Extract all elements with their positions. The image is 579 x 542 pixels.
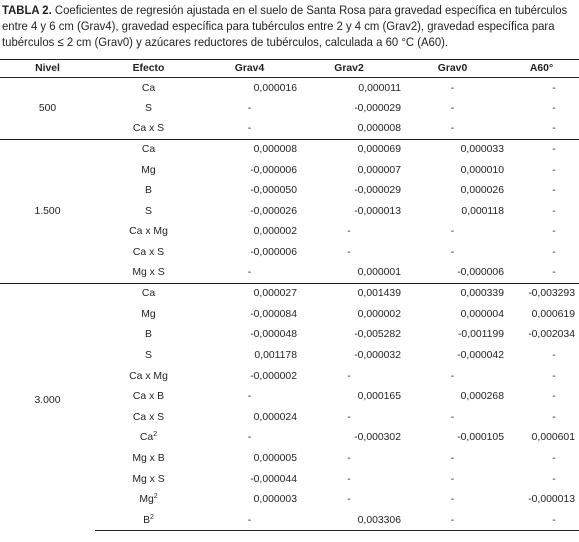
cell-efecto	[95, 139, 202, 160]
cell-grav4: -	[247, 391, 252, 403]
cell-grav2: 0,000001	[357, 267, 401, 279]
efecto-label: Ca	[141, 288, 156, 300]
cell-grav2: -	[347, 370, 351, 382]
cell-grav0: 0,000026	[460, 185, 504, 197]
cell-grav2: 0,000011	[297, 78, 401, 99]
cell-grav0: -0,000042	[457, 350, 504, 362]
cell-grav4: -0,000006	[250, 164, 297, 176]
cell-grav4: -0,000084	[250, 308, 297, 320]
cell-a60: -	[552, 473, 556, 485]
cell-grav4: 0,001178	[254, 350, 297, 362]
header-grav0: Grav0	[401, 60, 504, 78]
cell-grav0: -	[450, 452, 455, 464]
cell-grav0: -	[450, 123, 455, 135]
cell-grav4: -	[247, 267, 252, 279]
efecto-label: Mg	[141, 164, 156, 176]
cell-a60: -	[552, 267, 556, 279]
cell-grav0: -0,001199	[457, 329, 504, 341]
efecto-label: Ca	[141, 82, 156, 94]
header-nivel: Nivel	[0, 60, 95, 78]
efecto-label: S	[145, 102, 152, 114]
efecto-label: Ca x S	[132, 411, 165, 423]
cell-grav0: -	[450, 494, 455, 506]
cell-efecto	[95, 489, 202, 510]
cell-a60: -	[552, 102, 556, 114]
cell-grav0: -	[401, 78, 504, 99]
cell-a60: -	[552, 391, 556, 403]
cell-grav0: -	[450, 226, 455, 238]
cell-grav2: -0,000029	[354, 185, 401, 197]
cell-a60: -	[552, 411, 556, 423]
cell-grav0: 0,000033	[401, 139, 504, 160]
cell-grav4: -0,000050	[250, 185, 297, 197]
caption-label: TABLA 2.	[2, 3, 52, 17]
cell-grav4: -0,000002	[250, 370, 297, 382]
cell-grav4: -	[202, 510, 297, 531]
cell-grav0: 0,000004	[460, 308, 504, 320]
regression-table	[0, 59, 579, 531]
cell-a60: -	[552, 205, 556, 217]
cell-grav2: -0,000302	[354, 432, 401, 444]
cell-efecto	[95, 119, 202, 140]
efecto-label: Ca x S	[132, 123, 165, 135]
cell-a60: -	[504, 139, 579, 160]
cell-grav0: 0,000339	[401, 283, 504, 304]
efecto-label: Ca x B	[132, 391, 165, 403]
cell-grav2: -0,005282	[354, 329, 401, 341]
cell-grav2: 0,000165	[357, 391, 401, 403]
efecto-label: Ca x S	[132, 247, 165, 259]
cell-grav2: -	[347, 452, 351, 464]
efecto-label: Ca	[141, 144, 156, 156]
cell-a60: -	[552, 247, 556, 259]
cell-grav4: 0,000003	[253, 494, 297, 506]
cell-efecto	[95, 180, 202, 201]
cell-grav0: -	[450, 102, 455, 114]
cell-a60: -	[552, 185, 556, 197]
cell-efecto	[95, 325, 202, 346]
cell-efecto	[95, 448, 202, 469]
table-caption	[2, 2, 571, 50]
efecto-label: S	[145, 350, 152, 362]
table-body	[0, 78, 579, 531]
cell-nivel: 500	[0, 78, 95, 140]
cell-grav2: -	[347, 494, 351, 506]
cell-grav2: -0,000013	[354, 205, 401, 217]
header-row	[0, 60, 579, 78]
cell-a60: -0,000013	[528, 494, 575, 506]
cell-efecto	[95, 283, 202, 304]
efecto-label: Ca	[139, 432, 154, 444]
cell-efecto	[95, 469, 202, 490]
cell-efecto	[95, 386, 202, 407]
cell-efecto	[95, 407, 202, 428]
table-row	[0, 139, 579, 160]
header-grav2: Grav2	[297, 60, 401, 78]
efecto-label: Mg x B	[132, 452, 165, 464]
cell-a60: -	[504, 78, 579, 99]
cell-grav4: -	[247, 102, 252, 114]
efecto-label: Ca x Mg	[129, 370, 168, 382]
efecto-label: B	[145, 329, 152, 341]
header-grav4: Grav4	[202, 60, 297, 78]
efecto-superscript: 2	[153, 431, 158, 439]
efecto-label: Mg	[141, 308, 156, 320]
caption-text: Coeficientes de regresión ajustada en el suelo de Santa Rosa para gravedad específica en tubérculos entre 4 y 6 cm (Grav4), gravedad específica para tubérculos entre 2 y 4 cm (Grav2), gravedad específica para tubérculos ≤ 2 cm (Grav0) y azúcares reductores de tubérculos, calculada a 60 °C (A60).	[2, 3, 568, 49]
cell-grav2: 0,000008	[357, 123, 401, 135]
cell-grav2: 0,003306	[297, 510, 401, 531]
cell-grav0: 0,000268	[460, 391, 504, 403]
cell-efecto	[95, 428, 202, 449]
table-row	[0, 283, 579, 304]
cell-efecto	[95, 304, 202, 325]
cell-grav2: 0,000007	[357, 164, 401, 176]
efecto-label: B	[145, 185, 152, 197]
header-a60: A60°	[504, 60, 579, 78]
cell-grav2: 0,001439	[297, 283, 401, 304]
cell-grav4: 0,000024	[253, 411, 297, 423]
cell-efecto	[95, 510, 202, 531]
cell-grav2: 0,000069	[297, 139, 401, 160]
cell-a60: -	[552, 452, 556, 464]
cell-grav0: 0,000118	[461, 205, 504, 217]
table-row	[0, 78, 579, 99]
cell-a60: -	[552, 226, 556, 238]
cell-grav2: -	[347, 226, 351, 238]
cell-grav4: 0,000027	[202, 283, 297, 304]
header-efecto: Efecto	[95, 60, 202, 78]
cell-grav4: 0,000016	[202, 78, 297, 99]
cell-efecto	[95, 263, 202, 284]
cell-grav0: 0,000010	[460, 164, 504, 176]
cell-a60: -0,003293	[504, 283, 579, 304]
cell-efecto	[95, 345, 202, 366]
cell-grav2: -	[347, 473, 351, 485]
cell-grav4: -0,000044	[250, 473, 297, 485]
efecto-label: B	[143, 514, 151, 526]
cell-efecto	[95, 366, 202, 387]
cell-grav4: -0,000048	[250, 329, 297, 341]
efecto-label: Mg	[139, 494, 154, 506]
cell-grav4: 0,000005	[253, 452, 297, 464]
cell-efecto	[95, 78, 202, 99]
cell-efecto	[95, 160, 202, 181]
cell-grav4: -	[247, 432, 252, 444]
efecto-label: S	[145, 205, 152, 217]
cell-grav4: -0,000006	[250, 247, 297, 259]
cell-grav2: -	[347, 247, 351, 259]
cell-a60: -0,002034	[528, 329, 575, 341]
cell-grav4: -	[247, 123, 252, 135]
cell-a60: -	[552, 350, 556, 362]
cell-a60: 0,000601	[531, 432, 575, 444]
cell-a60: -	[552, 370, 556, 382]
cell-nivel: 3.000	[0, 283, 95, 530]
cell-a60: -	[552, 164, 556, 176]
cell-grav4: 0,000002	[253, 226, 297, 238]
cell-grav0: -	[450, 247, 455, 259]
cell-a60: 0,000619	[531, 308, 575, 320]
cell-grav0: -	[450, 370, 455, 382]
cell-grav4: -0,000026	[250, 205, 297, 217]
cell-grav2: -	[347, 411, 351, 423]
cell-grav0: -	[450, 473, 455, 485]
cell-grav4: 0,000008	[202, 139, 297, 160]
cell-grav0: -	[401, 510, 504, 531]
cell-grav2: -0,000032	[354, 350, 401, 362]
efecto-label: Ca x Mg	[129, 226, 168, 238]
cell-efecto	[95, 201, 202, 222]
cell-nivel: 1.500	[0, 139, 95, 283]
cell-grav0: -	[450, 411, 455, 423]
efecto-superscript: 2	[153, 493, 158, 501]
cell-grav0: -0,000006	[457, 267, 504, 279]
cell-efecto	[95, 222, 202, 243]
cell-a60: -	[552, 123, 556, 135]
efecto-label: Mg x S	[132, 473, 165, 485]
cell-efecto	[95, 98, 202, 119]
cell-grav0: -0,000105	[457, 432, 504, 444]
cell-a60: -	[504, 510, 579, 531]
cell-efecto	[95, 242, 202, 263]
efecto-label: Mg x S	[132, 267, 165, 279]
cell-grav2: 0,000002	[357, 308, 401, 320]
efecto-superscript: 2	[150, 513, 154, 521]
cell-grav2: -0,000029	[354, 102, 401, 114]
